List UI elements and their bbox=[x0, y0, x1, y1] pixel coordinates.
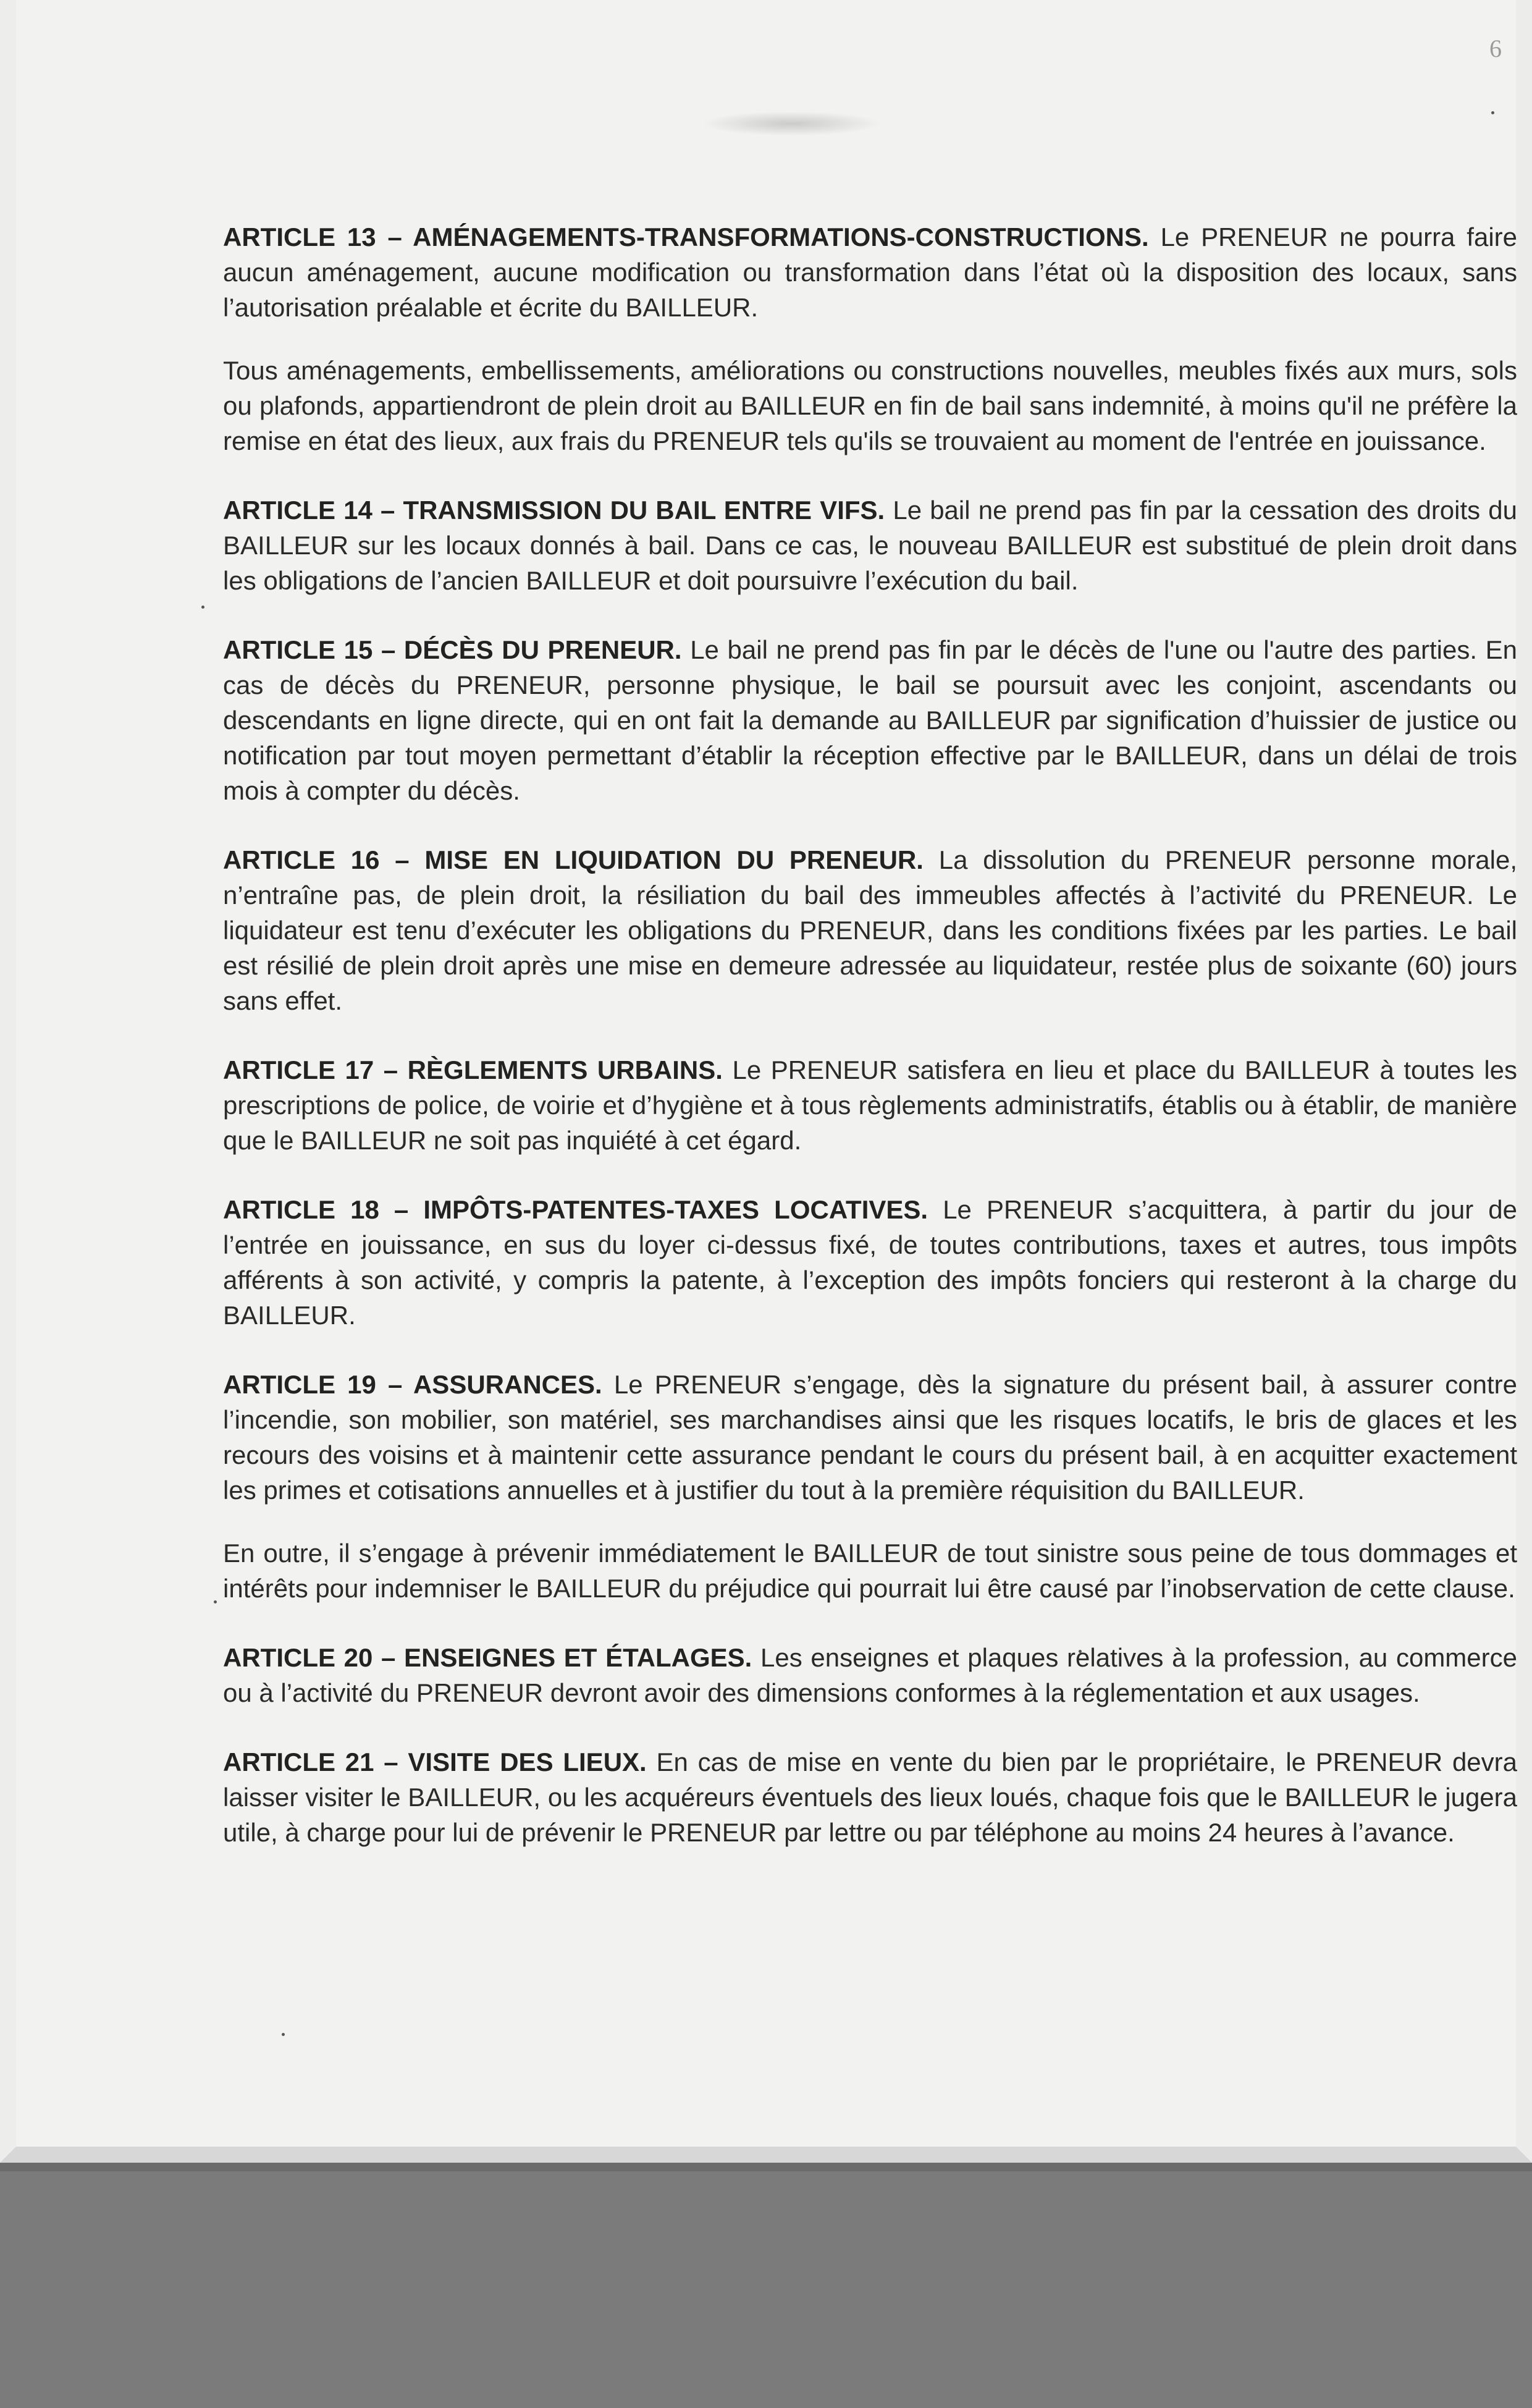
article-13 bbox=[223, 219, 1517, 325]
article-16 bbox=[223, 842, 1517, 1018]
scan-speck bbox=[201, 606, 204, 609]
article-heading: ARTICLE 19 – ASSURANCES. bbox=[223, 1370, 602, 1399]
article-15 bbox=[223, 632, 1517, 808]
article-heading: ARTICLE 14 – TRANSMISSION DU BAIL ENTRE VIFS. bbox=[223, 496, 885, 525]
article-heading: ARTICLE 21 – VISITE DES LIEUX. bbox=[223, 1747, 647, 1776]
article-14 bbox=[223, 492, 1517, 598]
article-body: Les enseignes et plaques relatives à la profession, au commerce ou à l’activité du PRENEUR devront avoir des dimensions conformes à la réglementation et aux usages. bbox=[223, 1643, 1517, 1707]
contract-text bbox=[223, 219, 1517, 1884]
article-body: Le PRENEUR s’acquittera, à partir du jour de l’entrée en jouissance, en sus du loyer ci-dessus fixé, de toutes contributions, taxes et autres, tous impôts afférents à son activité, y compris la patente, à l’exception des impôts fonciers qui resteront à la charge du BAILLEUR. bbox=[223, 1195, 1518, 1330]
article-body: La dissolution du PRENEUR personne morale, n’entraîne pas, de plein droit, la résiliation du bail des immeubles affectés à l’activité du PRENEUR. Le liquidateur est tenu d’exécuter les obligations du PRENEUR, dans les conditions fixées par les parties. Le bail est résilié de plein droit après une mise en demeure adressée au liquidateur, restée plus de soixante (60) jours sans effet. bbox=[223, 845, 1517, 1015]
scan-speck bbox=[214, 1600, 217, 1603]
article-body: Le PRENEUR ne pourra faire aucun aménagement, aucune modification ou transformation dans l’état où la disposition des locaux, sans l’autorisation préalable et écrite du BAILLEUR. bbox=[223, 222, 1518, 322]
article-19 bbox=[223, 1367, 1517, 1508]
article-body: Tous aménagements, embellissements, améliorations ou constructions nouvelles, meubles fixés aux murs, sols ou plafonds, appartiendront de plein droit au BAILLEUR en fin de bail sans indemnité, à moins qu'il ne préfère la remise en état des lieux, aux frais du PRENEUR tels qu'ils se trouvaient au moment de l'entrée en jouissance. bbox=[223, 356, 1517, 455]
article-heading: ARTICLE 18 – IMPÔTS-PATENTES-TAXES LOCATIVES. bbox=[223, 1195, 928, 1224]
article-body: Le PRENEUR satisfera en lieu et place du BAILLEUR à toutes les prescriptions de police, de voirie et d’hygiène et à tous règlements administratifs, établis ou à établir, de manière que le BAILLEUR ne soit pas inquiété à cet égard. bbox=[223, 1055, 1518, 1155]
article-body: Le PRENEUR s’engage, dès la signature du présent bail, à assurer contre l’incendie, son mobilier, son matériel, ses marchandises ainsi que les risques locatifs, le bris de glaces et les recours des voisins et à maintenir cette assurance pendant le cours du présent bail, à en acquitter exactement les primes et cotisations annuelles et à justifier du tout à la première réquisition du BAILLEUR. bbox=[223, 1370, 1517, 1505]
article-heading: ARTICLE 16 – MISE EN LIQUIDATION DU PRENEUR. bbox=[223, 845, 924, 874]
article-heading: ARTICLE 20 – ENSEIGNES ET ÉTALAGES. bbox=[223, 1643, 752, 1672]
article-heading: ARTICLE 17 – RÈGLEMENTS URBAINS. bbox=[223, 1055, 723, 1084]
article-body: En outre, il s’engage à prévenir immédiatement le BAILLEUR de tout sinistre sous peine de tous dommages et intérêts pour indemniser le BAILLEUR du préjudice qui pourrait lui être causé par l’inobservation de cette clause. bbox=[223, 1539, 1517, 1603]
scan-speck bbox=[1491, 111, 1494, 114]
article-body: Le bail ne prend pas fin par le décès de l'une ou l'autre des parties. En cas de décès du PRENEUR, personne physique, le bail se poursuit avec les conjoint, ascendants ou descendants en ligne directe, qui en ont fait la demande au BAILLEUR par signification d’huissier de justice ou notification par tout moyen permettant d’établir la réception effective par le BAILLEUR, dans un délai de trois mois à compter du décès. bbox=[223, 635, 1517, 805]
article-20 bbox=[223, 1640, 1517, 1710]
faint-stamp-smudge bbox=[702, 111, 881, 136]
scan-speck bbox=[282, 2033, 285, 2036]
article-17 bbox=[223, 1052, 1517, 1158]
article-13-continued bbox=[223, 353, 1517, 458]
article-body: En cas de mise en vente du bien par le propriétaire, le PRENEUR devra laisser visiter le BAILLEUR, ou les acquéreurs éventuels des lieux loués, chaque fois que le BAILLEUR le jugera utile, à charge pour lui de prévenir le PRENEUR par lettre ou par téléphone au moins 24 heures à l’avance. bbox=[223, 1747, 1518, 1847]
scan-edge-divider bbox=[0, 2163, 1532, 2171]
article-21 bbox=[223, 1744, 1517, 1850]
article-heading: ARTICLE 13 – AMÉNAGEMENTS-TRANSFORMATIONS-CONSTRUCTIONS. bbox=[223, 222, 1149, 251]
article-19-continued bbox=[223, 1536, 1517, 1606]
article-18 bbox=[223, 1192, 1517, 1333]
article-body: Le bail ne prend pas fin par la cessation des droits du BAILLEUR sur les locaux donnés à bail. Dans ce cas, le nouveau BAILLEUR est substitué de plein droit dans les obligations de l’ancien BAILLEUR et doit poursuivre l’exécution du bail. bbox=[223, 496, 1518, 595]
article-heading: ARTICLE 15 – DÉCÈS DU PRENEUR. bbox=[223, 635, 682, 664]
page-number-mark: 6 bbox=[1489, 35, 1502, 62]
